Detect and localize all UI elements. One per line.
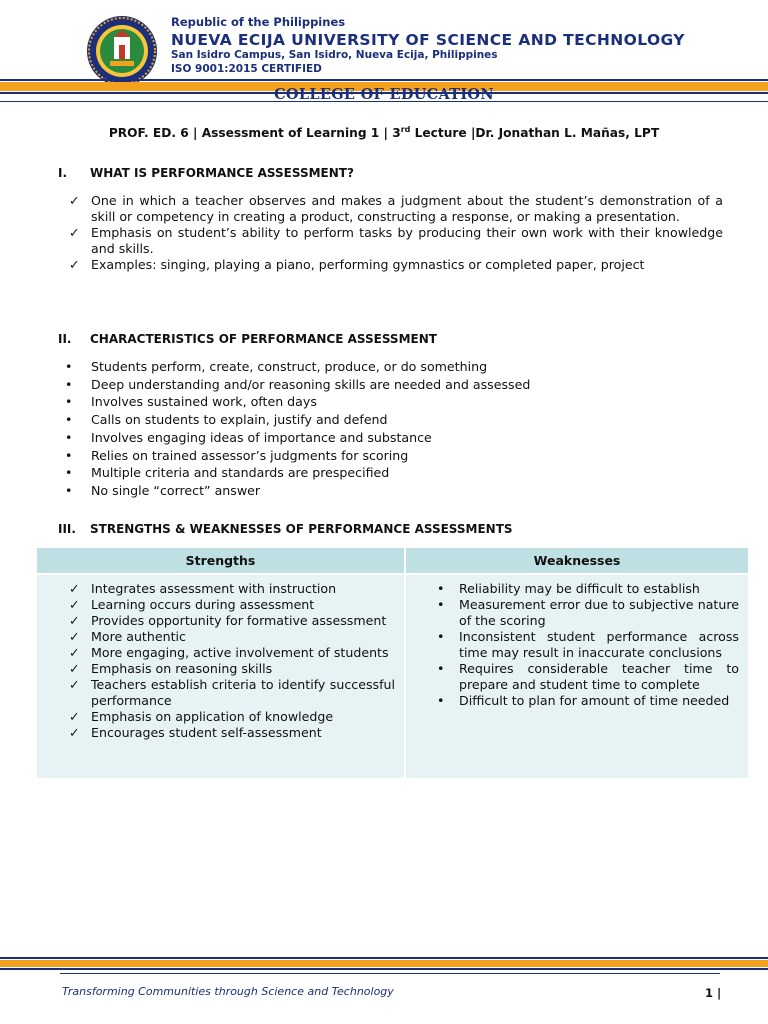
iso-certification: ISO 9001:2015 CERTIFIED <box>171 62 322 75</box>
instructor-name: Dr. Jonathan L. Mañas, LPT <box>475 126 660 140</box>
list-item: • Relies on trained assessor’s judgments for scoring <box>65 447 409 463</box>
weaknesses-list <box>437 581 739 709</box>
lecture-ordinal: rd <box>400 124 411 134</box>
bullet-icon: • <box>437 581 445 596</box>
strengths-list <box>69 581 395 741</box>
republic-label: Republic of the Philippines <box>171 15 346 29</box>
bullet-icon: • <box>65 429 73 445</box>
list-item: ✓ Encourages student self-assessment <box>69 725 322 740</box>
university-name: NUEVA ECIJA UNIVERSITY OF SCIENCE AND TECHNOLOGY <box>171 30 685 49</box>
lecture-word: Lecture <box>414 126 467 140</box>
list-item: • Multiple criteria and standards are prespecified <box>65 465 390 481</box>
section-title: III. STRENGTHS & WEAKNESSES OF PERFORMANCE ASSESSMENTS <box>58 522 513 536</box>
list-item: ✓ Integrates assessment with instruction <box>69 581 337 596</box>
bullet-icon: • <box>65 359 73 374</box>
checkmark-icon: ✓ <box>69 677 80 692</box>
checkmark-icon: ✓ <box>69 645 80 660</box>
list-item: • Students perform, create, construct, produce, or do something <box>65 359 488 374</box>
checkmark-icon: ✓ <box>69 597 80 612</box>
section-title: I. WHAT IS PERFORMANCE ASSESSMENT? <box>58 166 354 180</box>
bullet-icon: • <box>437 629 445 644</box>
list-item: • Requires considerable teacher time to prepare and student time to complete <box>437 661 739 692</box>
lecture-number: 3 <box>392 126 401 140</box>
bullet-icon: • <box>437 597 445 612</box>
bullet-icon: • <box>437 661 445 676</box>
list-item: ✓ Emphasis on application of knowledge <box>69 709 334 724</box>
list-item: ✓ One in which a teacher observes and makes a judgment about the student’s demonstration of a skill or competency in creating a product, constructing a response, or making a presentation. <box>69 193 723 224</box>
list-item: • Deep understanding and/or reasoning skills are needed and assessed <box>65 376 531 392</box>
bullet-icon: • <box>65 376 73 392</box>
bullet-icon: • <box>65 394 73 410</box>
list-item: ✓ Provides opportunity for formative assessment <box>69 613 387 628</box>
list-item: ✓ Examples: singing, playing a piano, performing gymnastics or completed paper, project <box>69 257 645 272</box>
college-title: COLLEGE OF EDUCATION <box>274 86 494 103</box>
checkmark-icon: ✓ <box>69 629 80 644</box>
list-item: ✓ Learning occurs during assessment <box>69 597 315 612</box>
column-header-strengths: Strengths <box>185 553 256 568</box>
list-item: • Difficult to plan for amount of time needed <box>437 693 730 708</box>
list-item: • Reliability may be difficult to establish <box>437 581 700 596</box>
checkmark-icon: ✓ <box>69 225 80 240</box>
list-item: ✓ Teachers establish criteria to identify successful performance <box>69 677 395 708</box>
list-item: ✓ More engaging, active involvement of students <box>69 645 389 660</box>
bullet-icon: • <box>437 693 445 708</box>
bullet-icon: • <box>65 447 73 463</box>
bullet-icon: • <box>65 465 73 481</box>
page-number: 1 | <box>705 986 722 1000</box>
column-header-weaknesses: Weaknesses <box>533 553 621 568</box>
checkmark-icon: ✓ <box>69 257 80 272</box>
list-item: • Calls on students to explain, justify and defend <box>65 412 388 428</box>
list-item: • Involves engaging ideas of importance and substance <box>65 429 432 445</box>
section-1-list <box>69 193 723 273</box>
list-item: • Inconsistent student performance across time may result in inaccurate conclusions <box>437 629 739 660</box>
bullet-icon: • <box>65 412 73 428</box>
list-item: • No single “correct” answer <box>65 482 261 498</box>
checkmark-icon: ✓ <box>69 725 80 740</box>
checkmark-icon: ✓ <box>69 613 80 628</box>
section-title: II. CHARACTERISTICS OF PERFORMANCE ASSESSMENT <box>58 332 437 346</box>
checkmark-icon: ✓ <box>69 193 80 208</box>
list-item: ✓ Emphasis on reasoning skills <box>69 661 273 676</box>
checkmark-icon: ✓ <box>69 709 80 724</box>
footer-tagline: Transforming Communities through Science and Technology <box>62 985 394 998</box>
list-item: • Involves sustained work, often days <box>65 394 317 410</box>
section-2-list <box>65 358 725 500</box>
bullet-icon: • <box>65 482 73 498</box>
list-item: ✓ More authentic <box>69 629 186 644</box>
subject-name: Assessment of Learning 1 <box>201 126 380 140</box>
list-item: • Measurement error due to subjective nature of the scoring <box>437 597 739 628</box>
campus-address: San Isidro Campus, San Isidro, Nueva Ecija, Philippines <box>171 49 498 61</box>
checkmark-icon: ✓ <box>69 581 80 596</box>
university-seal-icon <box>86 15 158 87</box>
checkmark-icon: ✓ <box>69 661 80 676</box>
strengths-weaknesses-table <box>37 548 748 778</box>
lecture-info: PROF. ED. 6 | Assessment of Learning 1 | 3rd Lecture |Dr. Jonathan L. Mañas, LPT <box>108 124 660 140</box>
list-item: ✓ Emphasis on student’s ability to perform tasks by producing their own work with their knowledge and skills. <box>69 225 723 256</box>
course-code: PROF. ED. 6 <box>108 126 189 140</box>
